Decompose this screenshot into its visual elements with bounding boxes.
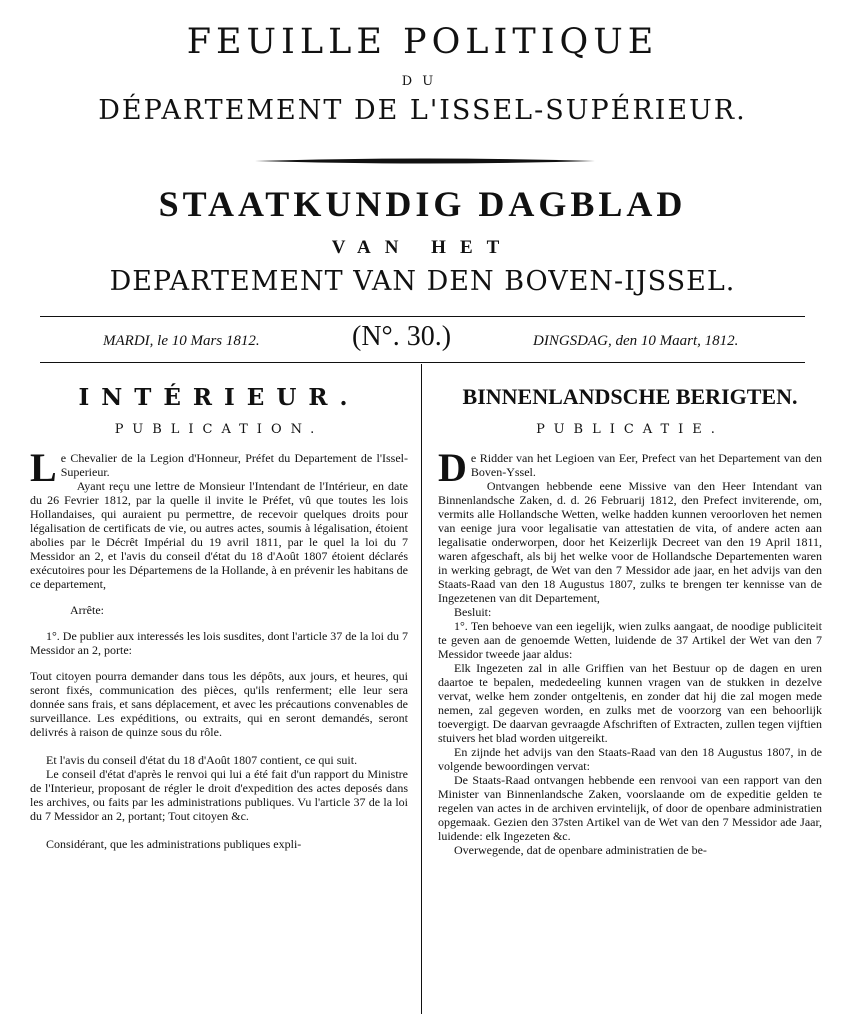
- publication-label-nl: PUBLICATIE.: [536, 422, 724, 437]
- masthead-department-nl: DEPARTEMENT VAN DEN BOVEN-IJSSEL.: [109, 266, 736, 297]
- ornamental-rule: [255, 157, 595, 165]
- besluit-label: Besluit:: [454, 605, 492, 619]
- paragraph-fr: 1°. De publier aux interessés les lois susdites, dont l'article 37 de la loi du 7 Messidor an 2, porte:: [30, 629, 408, 657]
- dropcap-fr: L: [30, 445, 57, 490]
- masthead-title-fr: FEUILLE POLITIQUE: [186, 22, 659, 62]
- paragraph-fr: Tout citoyen pourra demander dans tous les dépôts, aux jours, et heures, qui seront fixés, communication des pièces, qu'ils renferment; elle leur sera donnée sans frais, et sans déplacement, et avec les précautions convenables de surveillance. Les expéditions, ou extraits, qui en seront demandés, seront delivrés à raison de quinze sous du rôle.: [30, 669, 408, 739]
- bottom-rule: [40, 362, 805, 363]
- masthead-van-het: VAN HET: [331, 237, 514, 258]
- section-heading-nl: BINNENLANDSCHE BERIGTEN.: [462, 384, 798, 409]
- dateline-nl: DINGSDAG, den 10 Maart, 1812.: [533, 333, 739, 349]
- paragraph-intro-fr: Le Chevalier de la Legion d'Honneur, Préfet du Departement de l'Issel-Superieur.: [30, 445, 408, 490]
- masthead-department-fr: DÉPARTEMENT DE L'ISSEL-SUPÉRIEUR.: [98, 95, 747, 126]
- dateline-fr: MARDI, le 10 Mars 1812.: [103, 333, 260, 349]
- paragraph-nl: En zijnde het advijs van den Staats-Raad van den 18 Augustus 1807, in de volgende bewoordingen vervat:: [438, 745, 822, 773]
- paragraph-fr: Le conseil d'état d'après le renvoi qui lui a été fait d'un rapport du Ministre de l'Interieur, proposant de régler le droit d'expedition des actes deposés dans les archives, ou faits par les administrations publiques. Vu l'article 37 de la loi du 7 Messidor an 2, portant; Tout citoyen &c.: [30, 767, 408, 823]
- paragraph-fr: Ayant reçu une lettre de Monsieur l'Intendant de l'Intérieur, en date du 26 Fevrier 1812, par la quelle il invite le Préfet, vû que toutes les lois Hollandaises, qui auraient pu permettre, de recevoir quelques droits pour légalisation de certificats de vie, ou autres actes, soumis à légalisation, étoient abolies par le Décrêt Impérial du 19 avril 1811, par le quel la loi du 7 Messidor an 2, et l'avis du conseil d'état du 18 d'Août 1807 étoient déclarés exécutoires pour les Départemens de la Hollande, à en prévenir les habitans de ce departement,: [30, 479, 408, 591]
- publication-label-fr: PUBLICATION.: [114, 422, 324, 437]
- column-divider: [421, 364, 422, 1014]
- section-heading-fr: INTÉRIEUR.: [78, 384, 360, 411]
- paragraph-fr: Considérant, que les administrations publiques expli-: [46, 837, 302, 851]
- arrete-label: Arrête:: [70, 603, 104, 617]
- masthead-du: DU: [401, 74, 444, 89]
- top-rule: [40, 316, 805, 317]
- paragraph-nl: De Staats-Raad ontvangen hebbende een renvooi van een rapport van den Minister van Binnenlandsche Zaken, voorslaande om de expeditie gelden te regelen van actes in de archiven ervintelijk, of door de openbare administratien opgemaak. Gezien den 37sten Artikel van de Wet van den 7 Messidor ade Jaar, luidende: elk Ingezeten &c.: [438, 773, 822, 843]
- column-french: [30, 384, 408, 851]
- issue-number: (N°. 30.): [352, 321, 452, 352]
- paragraph-nl: 1°. Ten behoeve van een iegelijk, wien zulks aangaat, de noodige publiciteit te geven aan de genoemde Wetten, luidende de 37 Artikel der Wet van den 7 Messidor tweede jaar aldus:: [438, 619, 822, 661]
- paragraph-nl: Overwegende, dat de openbare administratien de be-: [454, 843, 707, 857]
- dropcap-nl: D: [438, 445, 467, 490]
- paragraph-nl: Ontvangen hebbende eene Missive van den Heer Intendant van Binnenlandsche Zaken, d. d. 26 Februarij 1812, den Prefect inviterende, om, vermits alle Hollandsche Wetten, welke hadden kunnen veroorloven het nemen van eenige jura voor legalisatie van attestatien de vita, of andere acten aan legalisatie onderworpen, door het Keizerlijk Decreet van den 19 April 1811, waren afgeschaft, als bij het welke voor de Hollandsche Departementen waren in werking gebragt, de Wet van den 7 Messidor ade jaar, en het advijs van den Staats-Raad van den 18 Augustus 1807, zulks te brengen ter kennisse van de Ingezetenen van dit Departement,: [438, 479, 822, 605]
- masthead-title-nl: STAATKUNDIG DAGBLAD: [158, 184, 687, 224]
- paragraph-intro-nl: De Ridder van het Legioen van Eer, Prefect van het Departement van den Boven-Yssel.: [438, 445, 822, 490]
- column-dutch: [438, 384, 822, 857]
- paragraph-fr: Et l'avis du conseil d'état du 18 d'Août 1807 contient, ce qui suit.: [46, 753, 358, 767]
- paragraph-nl: Elk Ingezeten zal in alle Griffien van het Bestuur op de dagen en uren daartoe te bepalen, mededeeling kunnen vragen van de stukken in dezelve vervat, welke hem zonder ontgeltenis, en zonder dat hij die zal mogen mede nemen, zal gegeven worden, en zulks met de voorzorg van een behoorlijk toevergigt. De daarvan gevraagde Afschriften of Extracten, zullen tegen vijftien stuivers het blad worden uitgereikt.: [438, 661, 822, 745]
